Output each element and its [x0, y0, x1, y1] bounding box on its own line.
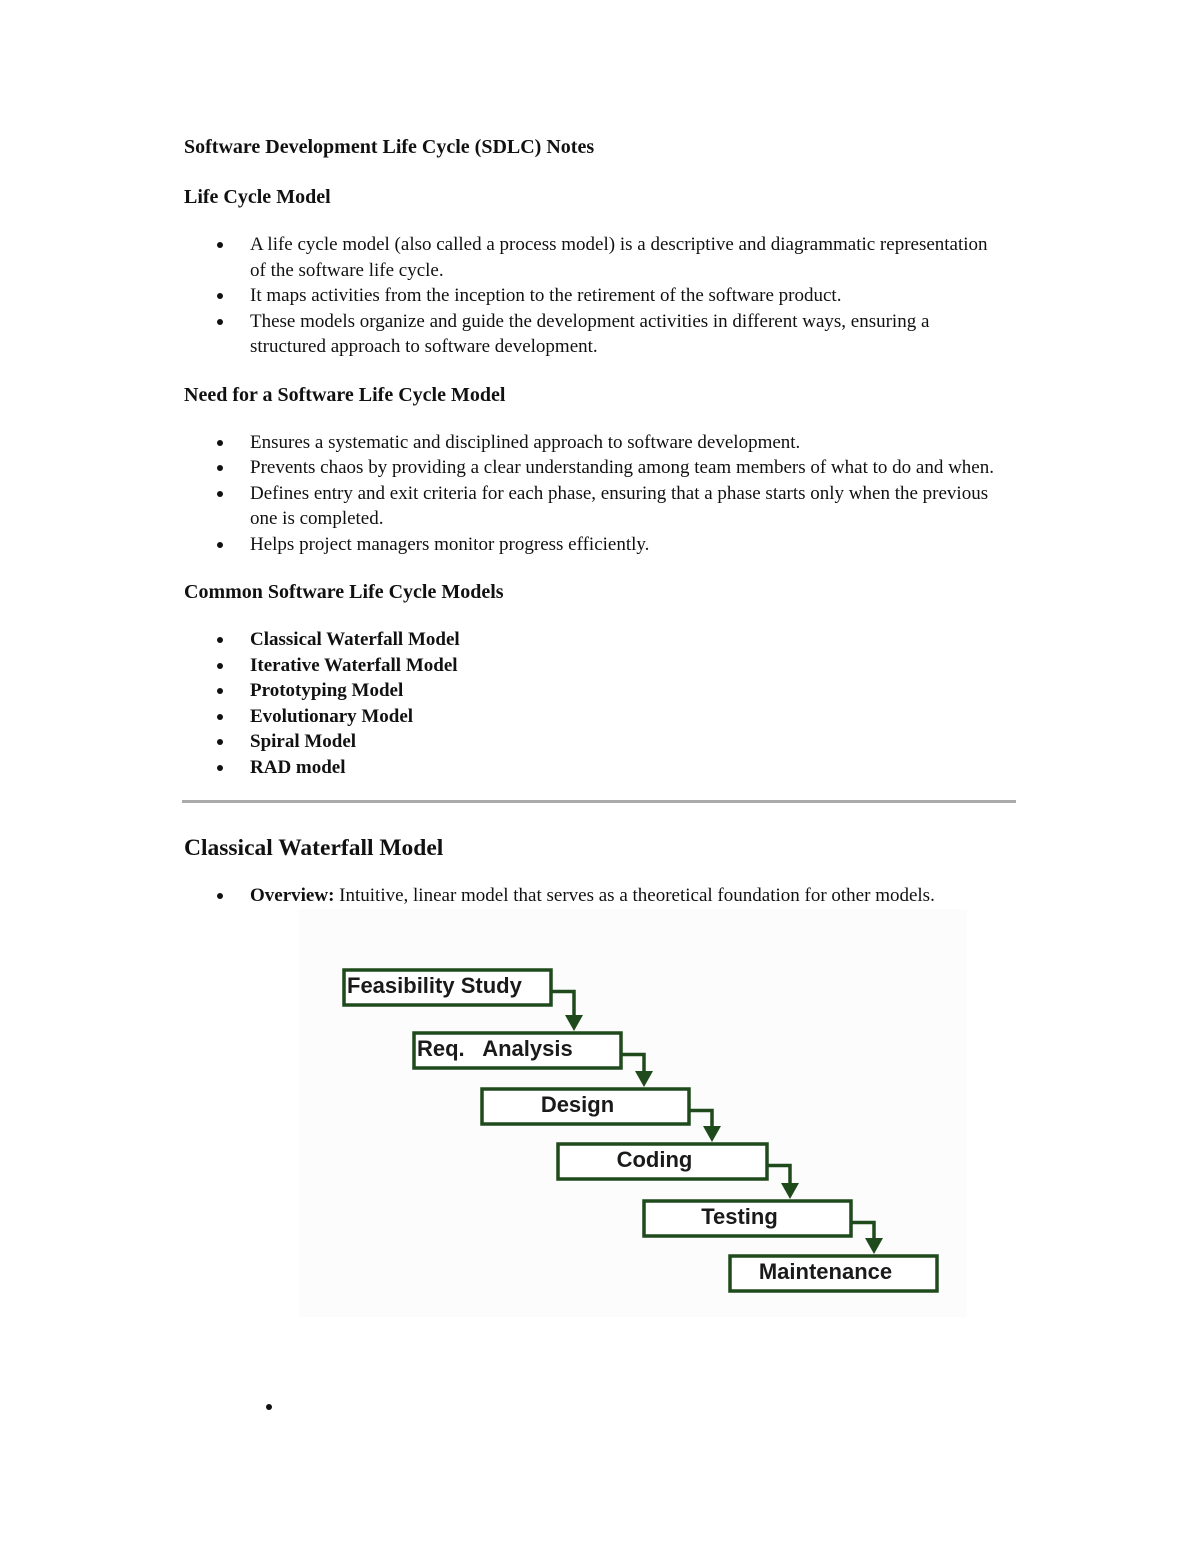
flow-arrow-head — [635, 1071, 653, 1087]
waterfall-heading: Classical Waterfall Model — [184, 835, 444, 861]
list-item: Spiral Model — [250, 729, 1016, 755]
section-heading-life-cycle-model: Life Cycle Model — [184, 186, 331, 208]
common-models-list — [184, 627, 1016, 780]
flow-arrow-head — [865, 1238, 883, 1254]
list-item: Classical Waterfall Model — [250, 627, 1016, 653]
document-title: Software Development Life Cycle (SDLC) Notes — [184, 136, 595, 158]
list-item: Ensures a systematic and disciplined approach to software development. — [250, 430, 1016, 456]
section-heading-need-for-model: Need for a Software Life Cycle Model — [184, 383, 506, 406]
list-item: Helps project managers monitor progress efficiently. — [250, 532, 1016, 558]
flow-arrow-head — [703, 1126, 721, 1142]
flow-arrow-line — [551, 991, 574, 1017]
phase-label-req-analysis: Req. Analysis — [417, 1035, 573, 1061]
flow-arrow-line — [689, 1110, 712, 1128]
phase-label-testing: Testing — [701, 1203, 778, 1229]
flow-arrow-head — [781, 1183, 799, 1199]
section-heading-common-models: Common Software Life Cycle Models — [184, 581, 504, 603]
overview-text: Intuitive, linear model that serves as a theoretical foundation for other models. — [334, 885, 935, 906]
list-item: RAD model — [250, 755, 1016, 781]
list-item: Prototyping Model — [250, 678, 1016, 704]
overview-item — [250, 883, 1016, 909]
phase-label-design: Design — [540, 1091, 615, 1117]
list-item: Prevents chaos by providing a clear understanding among team members of what to do and when. — [250, 455, 1016, 481]
waterfall-diagram — [299, 909, 967, 1317]
waterfall-overview-list — [184, 883, 1016, 909]
flow-arrow-line — [767, 1165, 790, 1185]
list-item: These models organize and guide the development activities in different ways, ensuring a structured approach to software development. — [250, 309, 1016, 360]
horizontal-divider — [182, 800, 1016, 803]
life-cycle-model-list — [184, 232, 1016, 360]
list-item: It maps activities from the inception to the retirement of the software product. — [250, 283, 1016, 309]
overview-label: Overview: — [250, 885, 335, 906]
empty-bullet — [266, 1404, 272, 1410]
list-item: Defines entry and exit criteria for each phase, ensuring that a phase starts only when the previous one is completed. — [250, 481, 1016, 532]
need-for-model-list — [184, 430, 1016, 558]
list-item: Iterative Waterfall Model — [250, 653, 1016, 679]
document-page — [184, 132, 1016, 1317]
flow-arrow-line — [621, 1054, 644, 1073]
waterfall-diagram-svg — [299, 909, 967, 1317]
phase-label-feasibility-study: Feasibility Study — [347, 972, 522, 998]
list-item: A life cycle model (also called a process model) is a descriptive and diagrammatic representation of the software life cycle. — [250, 232, 1016, 283]
phase-label-coding: Coding — [616, 1146, 693, 1172]
list-item: Evolutionary Model — [250, 704, 1016, 730]
flow-arrow-line — [851, 1222, 874, 1240]
flow-arrow-head — [565, 1015, 583, 1031]
phase-label-maintenance: Maintenance — [758, 1258, 893, 1284]
